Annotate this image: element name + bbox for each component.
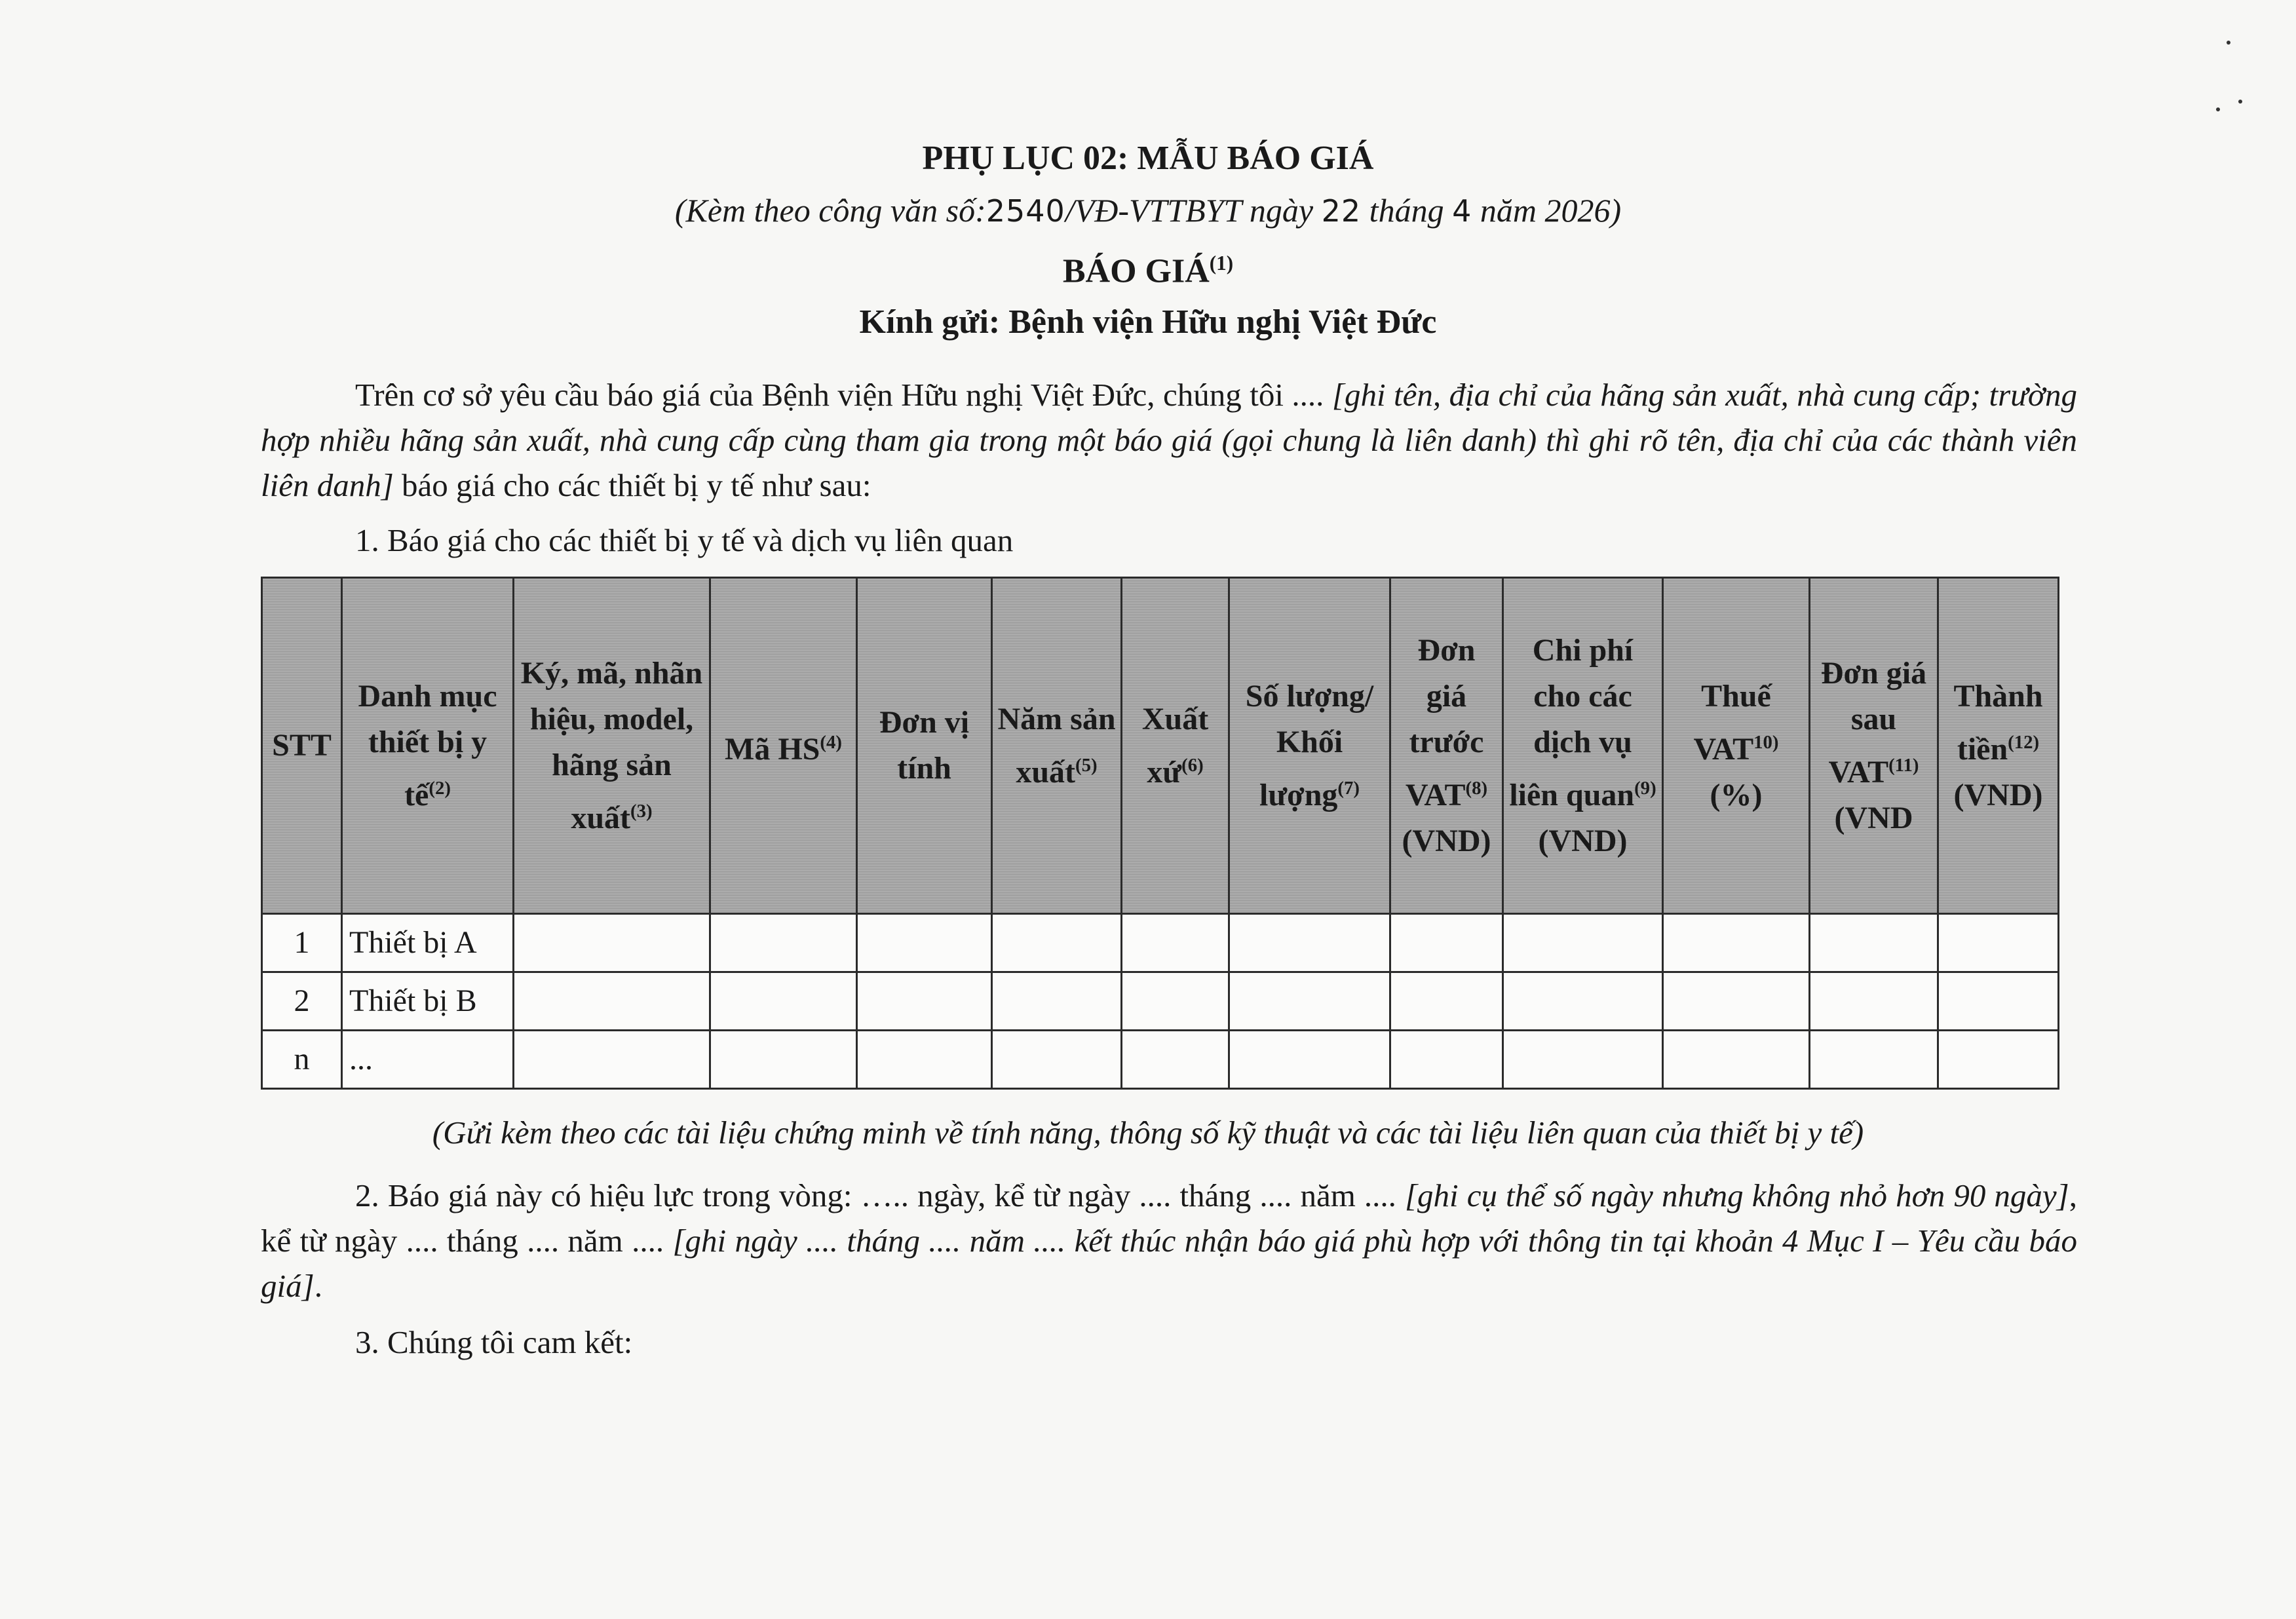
empty-cell (1503, 1031, 1663, 1089)
empty-cell (1663, 972, 1810, 1031)
empty-cell (992, 972, 1122, 1031)
column-header: STT (262, 578, 342, 914)
intro-placeholder: [ghi tên, địa chỉ của hãng sản xuất, nhà cung cấp; trường hợp nhiều hãng sản xuất, nhà cung cấp cùng tham gia trong một báo giá (gọi chung là liên danh) thì ghi rõ tên, địa chỉ của các thành viên liên danh] (261, 377, 2078, 503)
column-header: Thành tiền$^{(12)}$ (VND) (1938, 578, 2059, 914)
table-row (262, 972, 2059, 1031)
heading-text: BÁO GIÁ (1062, 252, 1210, 290)
empty-cell (1390, 972, 1503, 1031)
item-name: ... (342, 1031, 514, 1089)
scan-speck (2216, 107, 2220, 111)
empty-cell (1663, 914, 1810, 972)
empty-cell (1503, 914, 1663, 972)
column-header: Mã HS$^{(4)}$ (710, 578, 857, 914)
doc-day: 22 (1321, 193, 1362, 229)
empty-cell (1810, 914, 1938, 972)
empty-cell (857, 972, 992, 1031)
column-header: Xuất xứ$^{(6)}$ (1122, 578, 1229, 914)
empty-cell (1122, 914, 1229, 972)
section-2-placeholder-1: [ghi cụ thể số ngày nhưng không nhỏ hơn 90 ngày] (1404, 1177, 2069, 1213)
empty-cell (1938, 972, 2059, 1031)
item-name: Thiết bị B (342, 972, 514, 1031)
doc-code: /VĐ-VTTBYT ngày (1065, 192, 1314, 229)
column-header: Năm sản xuất$^{(5)}$ (992, 578, 1122, 914)
column-header: Thuế VAT$^{10)}$ (%) (1663, 578, 1810, 914)
row-number: 1 (262, 914, 342, 972)
empty-cell (857, 1031, 992, 1089)
empty-cell (1663, 1031, 1810, 1089)
table-row (262, 914, 2059, 972)
table-note: (Gửi kèm theo các tài liệu chứng minh về tính năng, thông số kỹ thuật và các tài liệu liên quan của thiết bị y tế) (432, 1114, 1864, 1151)
item-name: Thiết bị A (342, 914, 514, 972)
section-2-mid: , kể từ ngày .... tháng .... năm .... (261, 1177, 2077, 1259)
scan-speck (2227, 41, 2230, 45)
empty-cell (710, 972, 857, 1031)
empty-cell (1938, 1031, 2059, 1089)
empty-cell (1390, 914, 1503, 972)
empty-cell (514, 1031, 710, 1089)
section-2-lead: 2. Báo giá này có hiệu lực trong vòng: ….. ngày, kể từ ngày .... tháng .... năm .... (355, 1177, 1396, 1213)
empty-cell (1122, 972, 1229, 1031)
empty-cell (1229, 1031, 1390, 1089)
column-header: Số lượng/ Khối lượng$^{(7)}$ (1229, 578, 1390, 914)
table-header-row (262, 578, 2059, 914)
scan-speck (2238, 100, 2242, 104)
quote-table (261, 577, 2059, 1090)
quote-heading (0, 252, 2296, 290)
empty-cell (1810, 972, 1938, 1031)
column-header: Ký, mã, nhãn hiệu, model, hãng sản xuất$^{(3)}$ (514, 578, 710, 914)
month-label: tháng (1369, 192, 1444, 229)
empty-cell (857, 914, 992, 972)
column-header: Đơn giá sau VAT$^{(11)}$ (VND (1810, 578, 1938, 914)
empty-cell (1229, 972, 1390, 1031)
empty-cell (514, 972, 710, 1031)
intro-paragraph (261, 372, 2077, 508)
table-row (262, 1031, 2059, 1089)
empty-cell (514, 914, 710, 972)
column-header: Danh mục thiết bị y tế$^{(2)}$ (342, 578, 514, 914)
section-1-heading: 1. Báo giá cho các thiết bị y tế và dịch vụ liên quan (355, 522, 1014, 558)
empty-cell (992, 1031, 1122, 1089)
section-2-paragraph (261, 1173, 2077, 1308)
empty-cell (992, 914, 1122, 972)
heading-note: (1) (1209, 252, 1234, 275)
intro-tail: báo giá cho các thiết bị y tế như sau: (402, 467, 871, 503)
section-2-end: . (314, 1268, 322, 1304)
section-3-heading: 3. Chúng tôi cam kết: (355, 1324, 633, 1360)
empty-cell (1810, 1031, 1938, 1089)
doc-month: 4 (1452, 193, 1472, 229)
empty-cell (710, 1031, 857, 1089)
recipient-line: Kính gửi: Bệnh viện Hữu nghị Việt Đức (859, 303, 1437, 341)
empty-cell (1503, 972, 1663, 1031)
row-number: 2 (262, 972, 342, 1031)
document-title: PHỤ LỤC 02: MẪU BÁO GIÁ (922, 140, 1374, 177)
intro-lead: Trên cơ sở yêu cầu báo giá của Bệnh viện Hữu nghị Việt Đức, chúng tôi .... (355, 377, 1324, 413)
row-number: n (262, 1031, 342, 1089)
empty-cell (710, 914, 857, 972)
subtitle-prefix: (Kèm theo công văn số: (674, 192, 986, 229)
empty-cell (1938, 914, 2059, 972)
empty-cell (1229, 914, 1390, 972)
doc-number: 2540 (985, 193, 1065, 229)
empty-cell (1390, 1031, 1503, 1089)
document-subtitle (0, 191, 2296, 229)
empty-cell (1122, 1031, 1229, 1089)
column-header: Đơn vị tính (857, 578, 992, 914)
year-suffix: năm 2026) (1480, 192, 1622, 229)
section-2-placeholder-2: [ghi ngày .... tháng .... năm .... kết thúc nhận báo giá phù hợp với thông tin tại khoản 4 Mục I – Yêu cầu báo giá] (261, 1223, 2078, 1304)
column-header: Đơn giá trước VAT$^{(8)}$ (VND) (1390, 578, 1503, 914)
table-body (262, 914, 2059, 1089)
column-header: Chi phí cho các dịch vụ liên quan$^{(9)}$ (VND) (1503, 578, 1663, 914)
